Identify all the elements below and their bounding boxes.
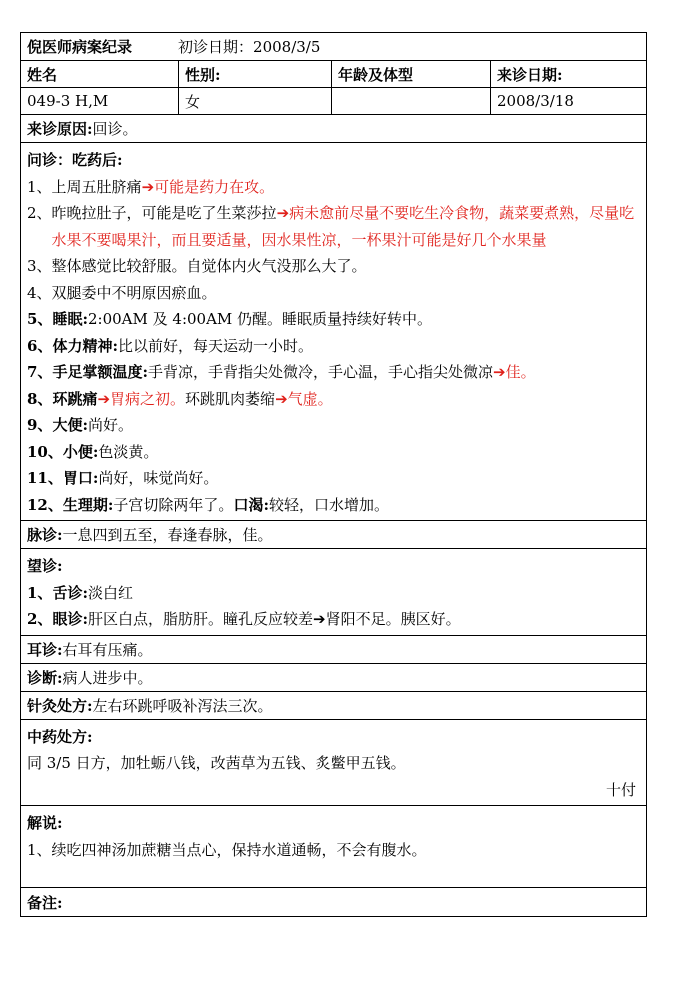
item-label: 环跳痛: [52, 389, 98, 408]
visit-date-value: 2008/3/18: [497, 92, 574, 110]
notes-row: [21, 888, 646, 916]
item-number: 6、: [27, 336, 53, 355]
item-text: 尚好。: [87, 416, 133, 434]
arrow-icon: ➔: [276, 204, 290, 222]
reason-label: 来诊原因:: [27, 120, 93, 138]
record-header: [21, 33, 646, 61]
item-label: 口渴:: [233, 495, 269, 514]
item-comment: 可能是药力在攻。: [154, 177, 275, 196]
arrow-icon: ➔: [493, 363, 506, 381]
pulse-row: [21, 521, 646, 549]
item-comment: 佳。: [505, 363, 536, 381]
inquiry-heading: 问诊：吃药后:: [27, 151, 123, 169]
item-number: 1、: [27, 177, 52, 196]
item-text: 2:00AM 及 4:00AM 仍醒。睡眠质量持续好转中。: [87, 310, 433, 328]
arrow-icon: ➔: [313, 610, 326, 628]
item-text: 尚好，味觉尚好。: [98, 469, 219, 487]
item-label: 眼诊:: [52, 610, 88, 628]
patient-labels-row: [21, 61, 646, 88]
item-text: 较轻，口水增加。: [268, 495, 389, 514]
item-label: 大便:: [52, 416, 88, 434]
inquiry-item-12: [27, 492, 640, 519]
age-value: [332, 88, 491, 114]
item-number: 9、: [27, 416, 53, 434]
herbal-dose: 十付: [605, 780, 636, 799]
medical-record-form: [20, 32, 647, 917]
item-text: 环跳肌肉萎缩: [185, 389, 276, 408]
diagnosis-row: [21, 664, 646, 692]
inquiry-item-1: [27, 174, 640, 201]
inspection-item-1: [27, 580, 640, 607]
inquiry-item-2: [27, 200, 640, 253]
item-label: 生理期:: [62, 495, 114, 514]
inquiry-item-4: [27, 280, 640, 307]
item-number: 11、: [27, 469, 63, 487]
gender-label: 性别:: [179, 61, 332, 87]
reason-row: [21, 115, 646, 143]
acupuncture-label: 针灸处方:: [27, 696, 93, 715]
item-label: 睡眠:: [52, 310, 88, 328]
item-label: 小便:: [62, 442, 99, 461]
diagnosis-label: 诊断:: [27, 668, 63, 687]
item-number: 12、: [27, 495, 63, 514]
inquiry-item-3: [27, 253, 640, 280]
item-number: 10、: [27, 442, 63, 461]
name-value: 049-3 H,M: [21, 88, 179, 114]
item-comment: 胃病之初。: [110, 389, 186, 408]
item-number: 1、: [27, 583, 53, 602]
item-number: 3、: [27, 257, 52, 275]
inquiry-item-6: [27, 333, 640, 360]
item-label: 手足掌额温度:: [52, 363, 148, 381]
item-number: 8、: [27, 389, 53, 408]
acupuncture-text: 左右环跳呼吸补泻法三次。: [92, 696, 273, 715]
arrow-icon: ➔: [275, 389, 288, 408]
explanation-section: [21, 806, 646, 888]
item-text: 比以前好，每天运动一小时。: [117, 336, 313, 355]
first-visit-date: 2008/3/5: [253, 37, 321, 56]
item-number: 2、: [27, 610, 53, 628]
item-text: 整体感觉比较舒服。自觉体内火气没那么大了。: [51, 257, 367, 275]
item-label: 胃口:: [62, 469, 99, 487]
ear-label: 耳诊:: [27, 640, 63, 659]
item-text: 昨晚拉肚子，可能是吃了生菜莎拉: [51, 204, 277, 222]
pulse-label: 脉诊:: [27, 526, 63, 544]
inquiry-item-10: [27, 439, 640, 466]
patient-values-row: [21, 88, 646, 115]
item-label: 舌诊:: [52, 583, 88, 602]
inquiry-section: [21, 143, 646, 521]
item-text: 淡白红: [87, 583, 133, 602]
herbal-heading: 中药处方:: [27, 727, 93, 746]
item-text: 双腿委中不明原因瘀血。: [51, 283, 217, 302]
item-text: 子宫切除两年了。: [113, 495, 234, 514]
inspection-heading: 望诊:: [27, 557, 63, 575]
pulse-text: 一息四到五至，春逢春脉，佳。: [62, 526, 273, 544]
acupuncture-row: [21, 692, 646, 720]
ear-text: 右耳有压痛。: [62, 640, 153, 659]
item-label: 体力精神:: [52, 336, 118, 355]
visit-date-label: 来诊日期:: [497, 65, 563, 84]
herbal-section: [21, 720, 646, 807]
item-comment: 病未愈前尽量不要吃生冷食物，蔬菜要煮熟，尽量吃水果不要喝果汁，而且要适量，因水果性凉，一杯果汁可能是好几个水果量: [51, 204, 635, 249]
notes-label: 备注:: [27, 893, 63, 912]
age-label: 年龄及体型: [332, 61, 491, 87]
explanation-item-1: [27, 837, 640, 864]
item-text: 手背凉，手背指尖处微冷，手心温，手心指尖处微凉: [147, 363, 493, 381]
reason-text: 回诊。: [92, 120, 138, 138]
inquiry-item-11: [27, 465, 640, 492]
inspection-section: [21, 549, 646, 636]
arrow-icon: ➔: [141, 177, 155, 196]
inquiry-item-9: [27, 412, 640, 439]
item-number: 1、: [27, 840, 52, 859]
inspection-item-2: [27, 606, 640, 633]
herbal-text: 同 3/5 日方，加牡蛎八钱，改茜草为五钱、炙鳖甲五钱。: [27, 754, 406, 772]
gender-value: 女: [179, 88, 332, 114]
item-text: 色淡黄。: [98, 442, 159, 461]
inquiry-item-5: [27, 306, 640, 333]
item-number: 2、: [27, 204, 52, 222]
item-text: 续吃四神汤加蔗糖当点心，保持水道通畅，不会有腹水。: [51, 840, 427, 859]
record-title: 倪医师病案纪录: [27, 38, 133, 56]
arrow-icon: ➔: [97, 389, 111, 408]
item-number: 4、: [27, 283, 52, 302]
item-comment: 气虚。: [287, 389, 333, 408]
first-visit-label: 初诊日期：: [178, 38, 254, 56]
item-text: 肝区白点，脂肪肝。瞳孔反应较差: [87, 610, 313, 628]
inquiry-item-7: [27, 359, 640, 386]
diagnosis-text: 病人进步中。: [62, 668, 153, 687]
item-text: 上周五肚脐痛: [51, 177, 142, 196]
item-number: 5、: [27, 310, 53, 328]
explanation-heading: 解说:: [27, 814, 63, 832]
item-number: 7、: [27, 363, 53, 381]
inquiry-item-8: [27, 386, 640, 413]
item-text: 肾阳不足。胰区好。: [325, 610, 461, 628]
name-label: 姓名: [21, 61, 179, 87]
ear-row: [21, 636, 646, 664]
